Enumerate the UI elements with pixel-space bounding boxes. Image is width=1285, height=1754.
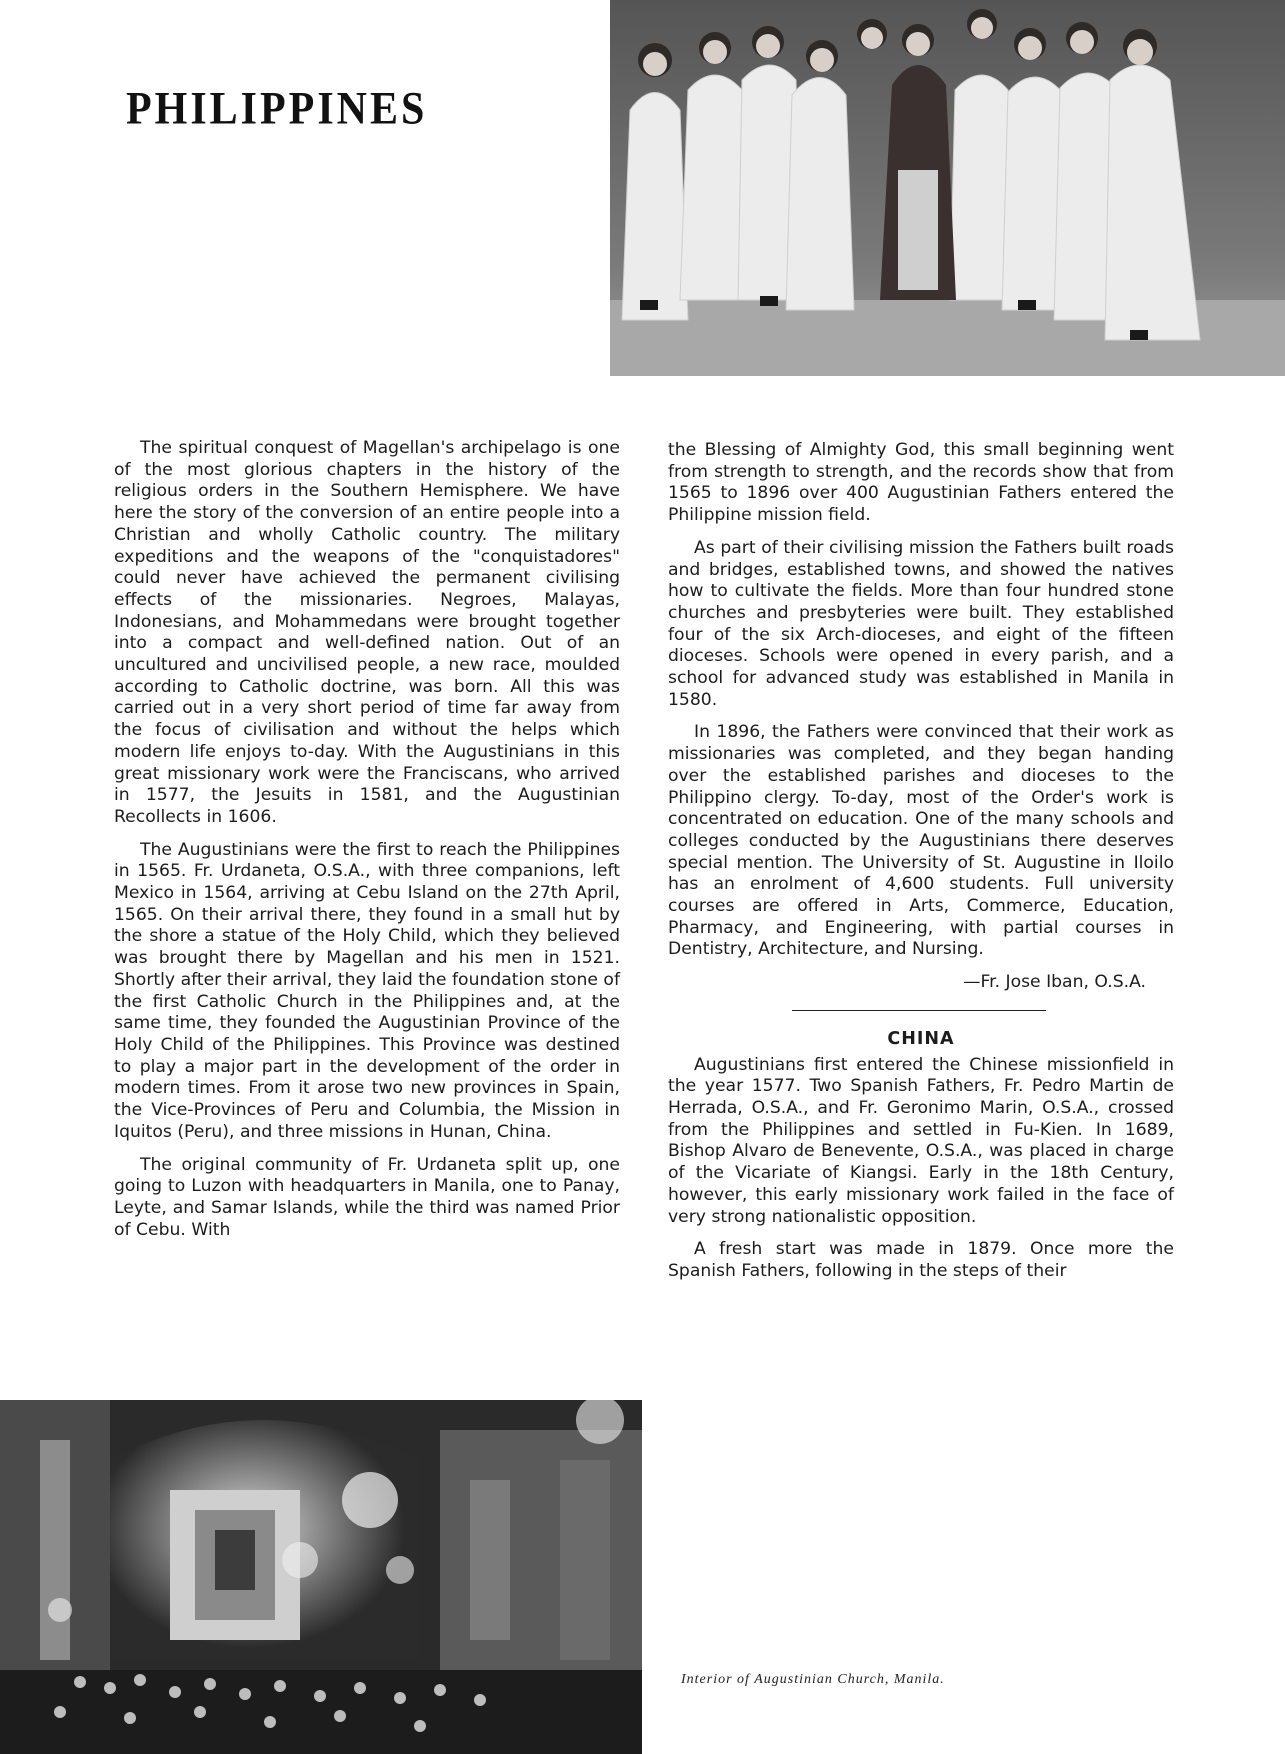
right-column [668,440,1174,1294]
paragraph: The spiritual conquest of Magellan's archipelago is one of the most glorious chapters in the history of the religious orders in the Southern Hemisphere. We have here the story of the conversion of an entire people into a Christian and wholly Catholic country. The military expeditions and the weapons of the "conquistadores" could never have achieved the permanent civilising effects of the missionaries. Negroes, Malayas, Indonesians, and Mohammedans were brought together into a compact and well-defined nation. Out of an uncultured and uncivilised people, a new race, moulded according to Catholic doctrine, was born. All this was carried out in a very short period of time far away from the focus of civilisation and without the helps which modern life enjoys to-day. With the Augustinians in this great missionary work were the Franciscans, who arrived in 1577, the Jesuits in 1581, and the Augustinian Recollects in 1606. [114,438,620,827]
author-signature: —Fr. Jose Iban, O.S.A. [963,972,1146,993]
section-divider [792,1010,1046,1011]
left-column [114,438,620,1252]
paragraph: The original community of Fr. Urdaneta split up, one going to Luzon with headquarters in Manila, one to Panay, Leyte, and Samar Islands, while the third was named Prior of Cebu. With [114,1154,620,1240]
section-heading-china: CHINA [887,1028,955,1049]
paragraph: the Blessing of Almighty God, this small beginning went from strength to strength, and the records show that from 1565 to 1896 over 400 Augustinian Fathers entered the Philippine mission field. [668,440,1174,526]
paragraph: As part of their civilising mission the Fathers built roads and bridges, established towns, and showed the natives how to cultivate the fields. More than four hundred stone churches and presbyteries were built. They established four of the six Arch-dioceses, and eight of the fifteen dioceses. Schools were opened in every parish, and a school for advanced study was established in Manila in 1580. [668,537,1174,710]
paragraph: The Augustinians were the first to reach the Philippines in 1565. Fr. Urdaneta, O.S.A., with three companions, left Mexico in 1564, arriving at Cebu Island on the 27th April, 1565. On their arrival there, they found in a small hut by the shore a statue of the Holy Child, which they believed was brought there by Magellan and his men in 1521. Shortly after their arrival, they laid the foundation stone of the first Catholic Church in the Philippines and, at the same time, they founded the Augustinian Province of the Holy Child of the Philippines. This Province was destined to play a major part in the development of the order in modern times. From it arose two new provinces in Spain, the Vice-Provinces of Peru and Columbia, the Mission in Iquitos (Peru), and three missions in Hunan, China. [114,839,620,1142]
paragraph: A fresh start was made in 1879. Once more the Spanish Fathers, following in the steps of their [668,1239,1174,1281]
paragraph: In 1896, the Fathers were convinced that their work as missionaries was completed, and they began handing over the established parishes and dioceses to the Philippino clergy. To-day, most of the Order's work is concentrated on education. One of the many schools and colleges conducted by the Augustinians there deserves special mention. The University of St. Augustine in Iloilo has an enrolment of 4,600 students. Full university courses are offered in Arts, Commerce, Education, Pharmacy, and Engineering, with partial courses in Dentistry, Architecture, and Nursing. [668,722,1174,960]
group-photo [610,0,1285,376]
paragraph: Augustinians first entered the Chinese missionfield in the year 1577. Two Spanish Fathers, Fr. Pedro Martin de Herrada, O.S.A., and Fr. Geronimo Marin, O.S.A., crossed from the Philippines and settled in Fu-Kien. In 1689, Bishop Alvaro de Benevente, O.S.A., was placed in charge of the Vicariate of Kiangsi. Early in the 18th Century, however, this early missionary work failed in the face of very strong nationalistic opposition. [668,1054,1174,1227]
photo-caption: Interior of Augustinian Church, Manila. [681,1672,945,1687]
page-title: PHILIPPINES [126,83,428,135]
church-interior-photo [0,1400,642,1754]
